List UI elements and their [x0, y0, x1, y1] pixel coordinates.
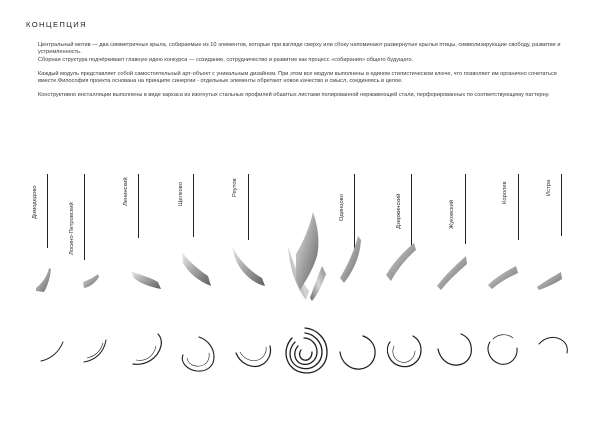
- wing-leninsky: [131, 271, 161, 289]
- arc-leninsky: [133, 334, 161, 364]
- arc-shchelkovo-b: [187, 353, 209, 366]
- wing-center-main: [296, 212, 318, 290]
- paragraph-modules: Каждый модуль представляет собой самостоятельный арт-объект с уникальным дизайном. При этом все модули выполнены в едином стилистическом ключе, что позволяет им органично сочетаться вместе.Философия проекта основана на принципе синергии - отдельные элементы обретают новое качество и смысл, соединяясь в целое.: [38, 70, 557, 85]
- module-label-istra: Истра: [546, 179, 552, 196]
- module-label-zhukovsky: Жуковский: [449, 200, 455, 229]
- arc-reutov: [236, 346, 271, 366]
- wing-center-right: [310, 266, 326, 301]
- arc-odintsovo: [340, 336, 375, 369]
- wing-korolev: [488, 266, 518, 289]
- paragraph-construction: Конструктивно инсталляции выполнены в виде каркаса из изогнутых стальных профилей обшитых листами полированной нержавеющей стали, перфорированных по соответствующему паттерну.: [38, 92, 550, 99]
- module-label-odintsovo: Одинцово: [339, 194, 345, 221]
- arc-reutov-b: [240, 347, 266, 361]
- arc-losino-petrovsky-b: [87, 343, 103, 358]
- arc-center: [286, 328, 327, 373]
- arc-domodedovo: [41, 342, 63, 361]
- wing-odintsovo: [340, 236, 361, 283]
- module-label-domodedovo: Домодедово: [32, 185, 38, 219]
- wing-losino-petrovsky: [83, 274, 99, 288]
- wing-dzerzhinsky: [386, 243, 416, 281]
- arc-korolev: [488, 342, 517, 364]
- module-label-leninsky: Ленинский: [123, 177, 129, 206]
- arc-dzerzhinsky-b: [393, 346, 415, 362]
- wing-istra: [537, 272, 562, 290]
- paragraph-concept: Центральный мотив — два симметричных крыла, собираемые из 10 элементов, которые при взгляде сверху или сбоку напоминают развернутые крылья птицы, символизирующие свободу, развитие и устремленность. Сборная структура подчёркивает главную идею конкурса — созидание, сотрудничество и развитие как процесс «собирания» общего будущего.: [38, 42, 561, 63]
- arc-istra: [539, 337, 567, 353]
- wing-side-views: [36, 212, 562, 301]
- page-title: КОНЦЕПЦИЯ: [26, 20, 88, 29]
- arc-dzerzhinsky: [387, 336, 421, 367]
- module-label-korolev: Королев: [502, 181, 508, 204]
- wing-zhukovsky: [437, 256, 467, 290]
- wing-top-views: [41, 328, 567, 373]
- module-label-losino-petrovsky: Лосино-Петровский: [69, 202, 75, 255]
- module-label-shchelkovo: Щелково: [178, 182, 184, 206]
- wing-domodedovo: [36, 268, 51, 292]
- wing-shchelkovo: [182, 252, 211, 286]
- module-label-dzerzhinsky: Дзержинский: [396, 193, 402, 229]
- wing-reutov: [232, 246, 265, 286]
- arc-zhukovsky: [438, 334, 471, 365]
- module-label-reutov: Реутов: [232, 178, 238, 197]
- arc-korolev-b: [493, 335, 513, 339]
